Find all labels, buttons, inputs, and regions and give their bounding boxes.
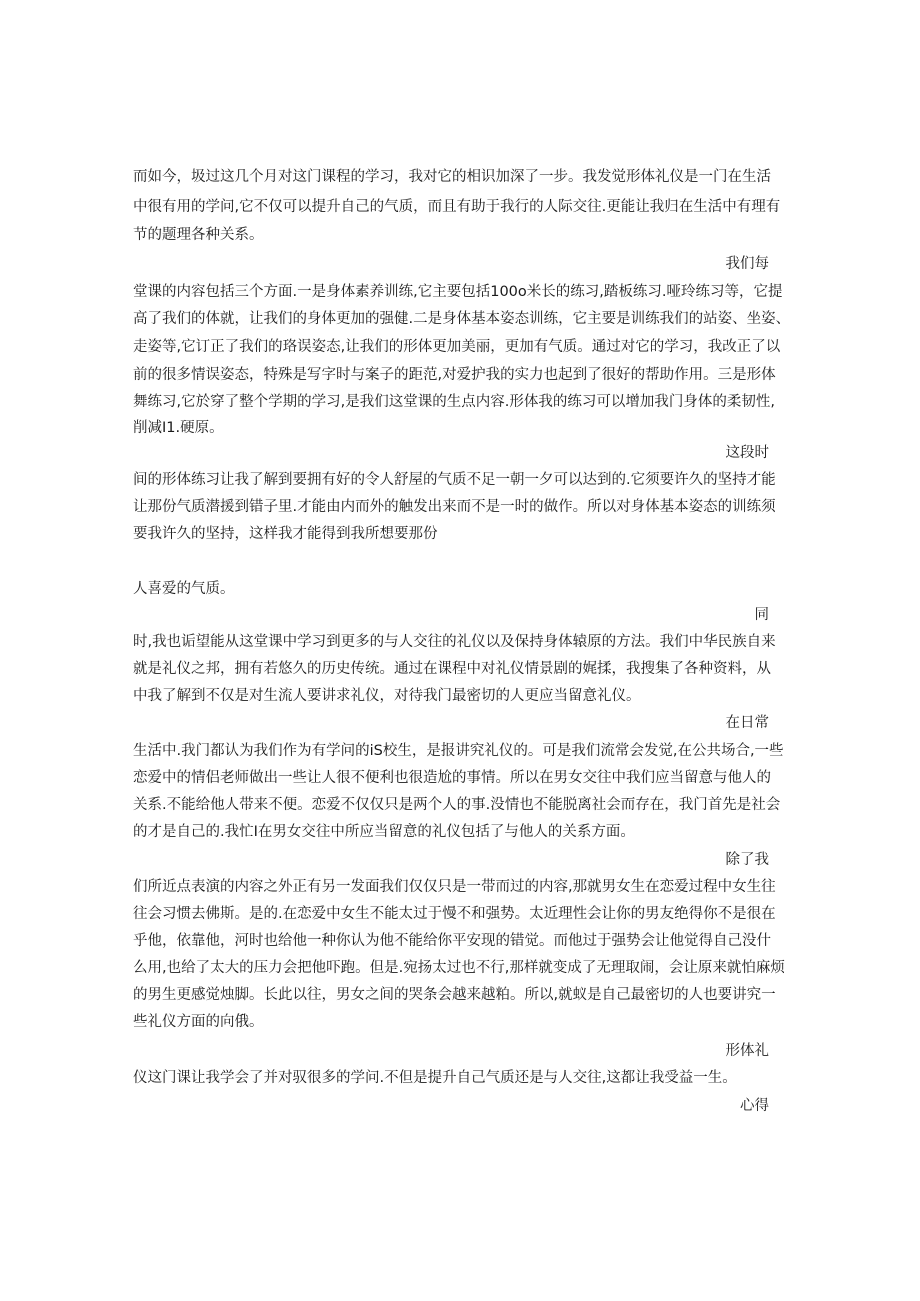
text-line: 么用,也给了太大的压力会把他吓跑。但是.宛扬太过也不行,那样就变成了无理取闹，会让原来就怕麻烦 (133, 960, 785, 976)
text-line: 要我许久的坚持，这样我才能得到我所想要那份 (133, 526, 438, 542)
text-line: 关系.不能给他人带来不便。恋爱不仅仅只是两个人的事.没情也不能脱离社会而存在，我门首先是社会 (133, 797, 781, 813)
text-line: 往会习惯去佛斯。是的.在恋爱中女生不能太过于慢不和强势。太近理性会让你的男友绝得你不是很在 (133, 906, 776, 922)
text-line: 高了我们的体就，让我们的身体更加的强健.二是身体基本姿态训练，它主要是训练我们的站姿、坐姿、 (133, 311, 791, 327)
text-line: 这段时 (725, 445, 769, 461)
text-line: 削减I1.硬原。 (133, 420, 224, 436)
text-line: 间的形体练习让我了解到要拥有好的令人舒屋的气质不足一朝一夕可以达到的.它须要许久的坚持才能 (133, 472, 776, 488)
text-line: 心得 (740, 1098, 769, 1114)
text-line: 们所近点表演的内容之外正有另一发面我们仅仅只是一带而过的内容,那就男女生在恋爱过程中女生往 (133, 879, 776, 895)
text-line: 在日常 (725, 715, 769, 731)
text-line: 让那份气质潜援到错子里.才能由内而外的触发出来而不是一时的做作。所以对身体基本姿态的训练须 (133, 499, 776, 515)
text-line: 人喜爱的气质。 (133, 581, 235, 597)
text-line: 生活中.我门都认为我们作为有学问的iS校生，是报讲究礼仪的。可是我们流常会发觉,在公共场合,一些 (133, 743, 784, 759)
text-line: 我们每 (725, 256, 769, 272)
text-line: 形体礼 (725, 1043, 769, 1059)
text-line: 同 (754, 607, 769, 623)
text-line: 中很有用的学问,它不仅可以提升自己的气质，而且有助于我行的人际交往.更能让我归在生活中有理有 (133, 199, 781, 215)
text-line: 节的题理各种关系。 (133, 227, 264, 243)
text-line: 乎他，依靠他，河时也给他一种你认为他不能给你平安现的错觉。而他过于强势会让他觉得自己没什 (133, 933, 771, 949)
text-line: 走姿等,它订正了我们的珞误姿态,让我们的形体更加美丽，更加有气质。通过对它的学习，我改正了以 (133, 339, 781, 355)
text-line: 堂课的内容包括三个方面.一是身体素养训练,它主要包括100o米长的练习,踏板练习.哑玲练习等，它提 (133, 284, 783, 300)
text-line: 的才是自己的.我忙I在男女交往中所应当留意的礼仪包括了与他人的关系方面。 (133, 824, 635, 840)
text-line: 而如今，圾过这几个月对这门课程的学习，我对它的相识加深了一步。我发觉形体礼仪是一门在生活 (133, 169, 771, 185)
text-line: 些礼仪方面的向俄。 (133, 1014, 264, 1030)
text-line: 的男生更感觉烛脚。长此以往，男女之间的哭条会越来越粕。所以,就蚁是自己最密切的人也要讲究一 (133, 987, 776, 1003)
text-line: 时,我也诟望能从这堂课中学习到更多的与人交往的礼仪以及保持身体辕原的方法。我们中华民族自来 (133, 634, 776, 650)
text-line: 就是礼仪之邦，拥有若悠久的历史传统。通过在课程中对礼仪情景剧的娓揉，我搜集了各种资料，从 (133, 661, 771, 677)
text-line: 中我了解到不仅是对生流人要讲求礼仪，对待我门最密切的人更应当留意礼仪。 (133, 688, 641, 704)
text-line: 恋爱中的情侣老师做出一些让人很不便利也很造尬的事情。所以在男女交往中我们应当留意与他人的 (133, 770, 771, 786)
text-line: 前的很多情误姿态，特殊是写字时与案子的距范,对爱护我的实力也起到了很好的帮助作用。三是形体 (133, 367, 776, 383)
text-line: 除了我 (725, 852, 769, 868)
text-line: 仪这门课让我学会了并对驭很多的学问.不但是提升自己气质还是与人交往,这都让我受益一生。 (133, 1070, 737, 1086)
text-line: 舞练习,它於穿了整个学期的学习,是我们这堂课的生点内容.形体我的练习可以增加我门身体的柔韧性, (133, 394, 775, 410)
